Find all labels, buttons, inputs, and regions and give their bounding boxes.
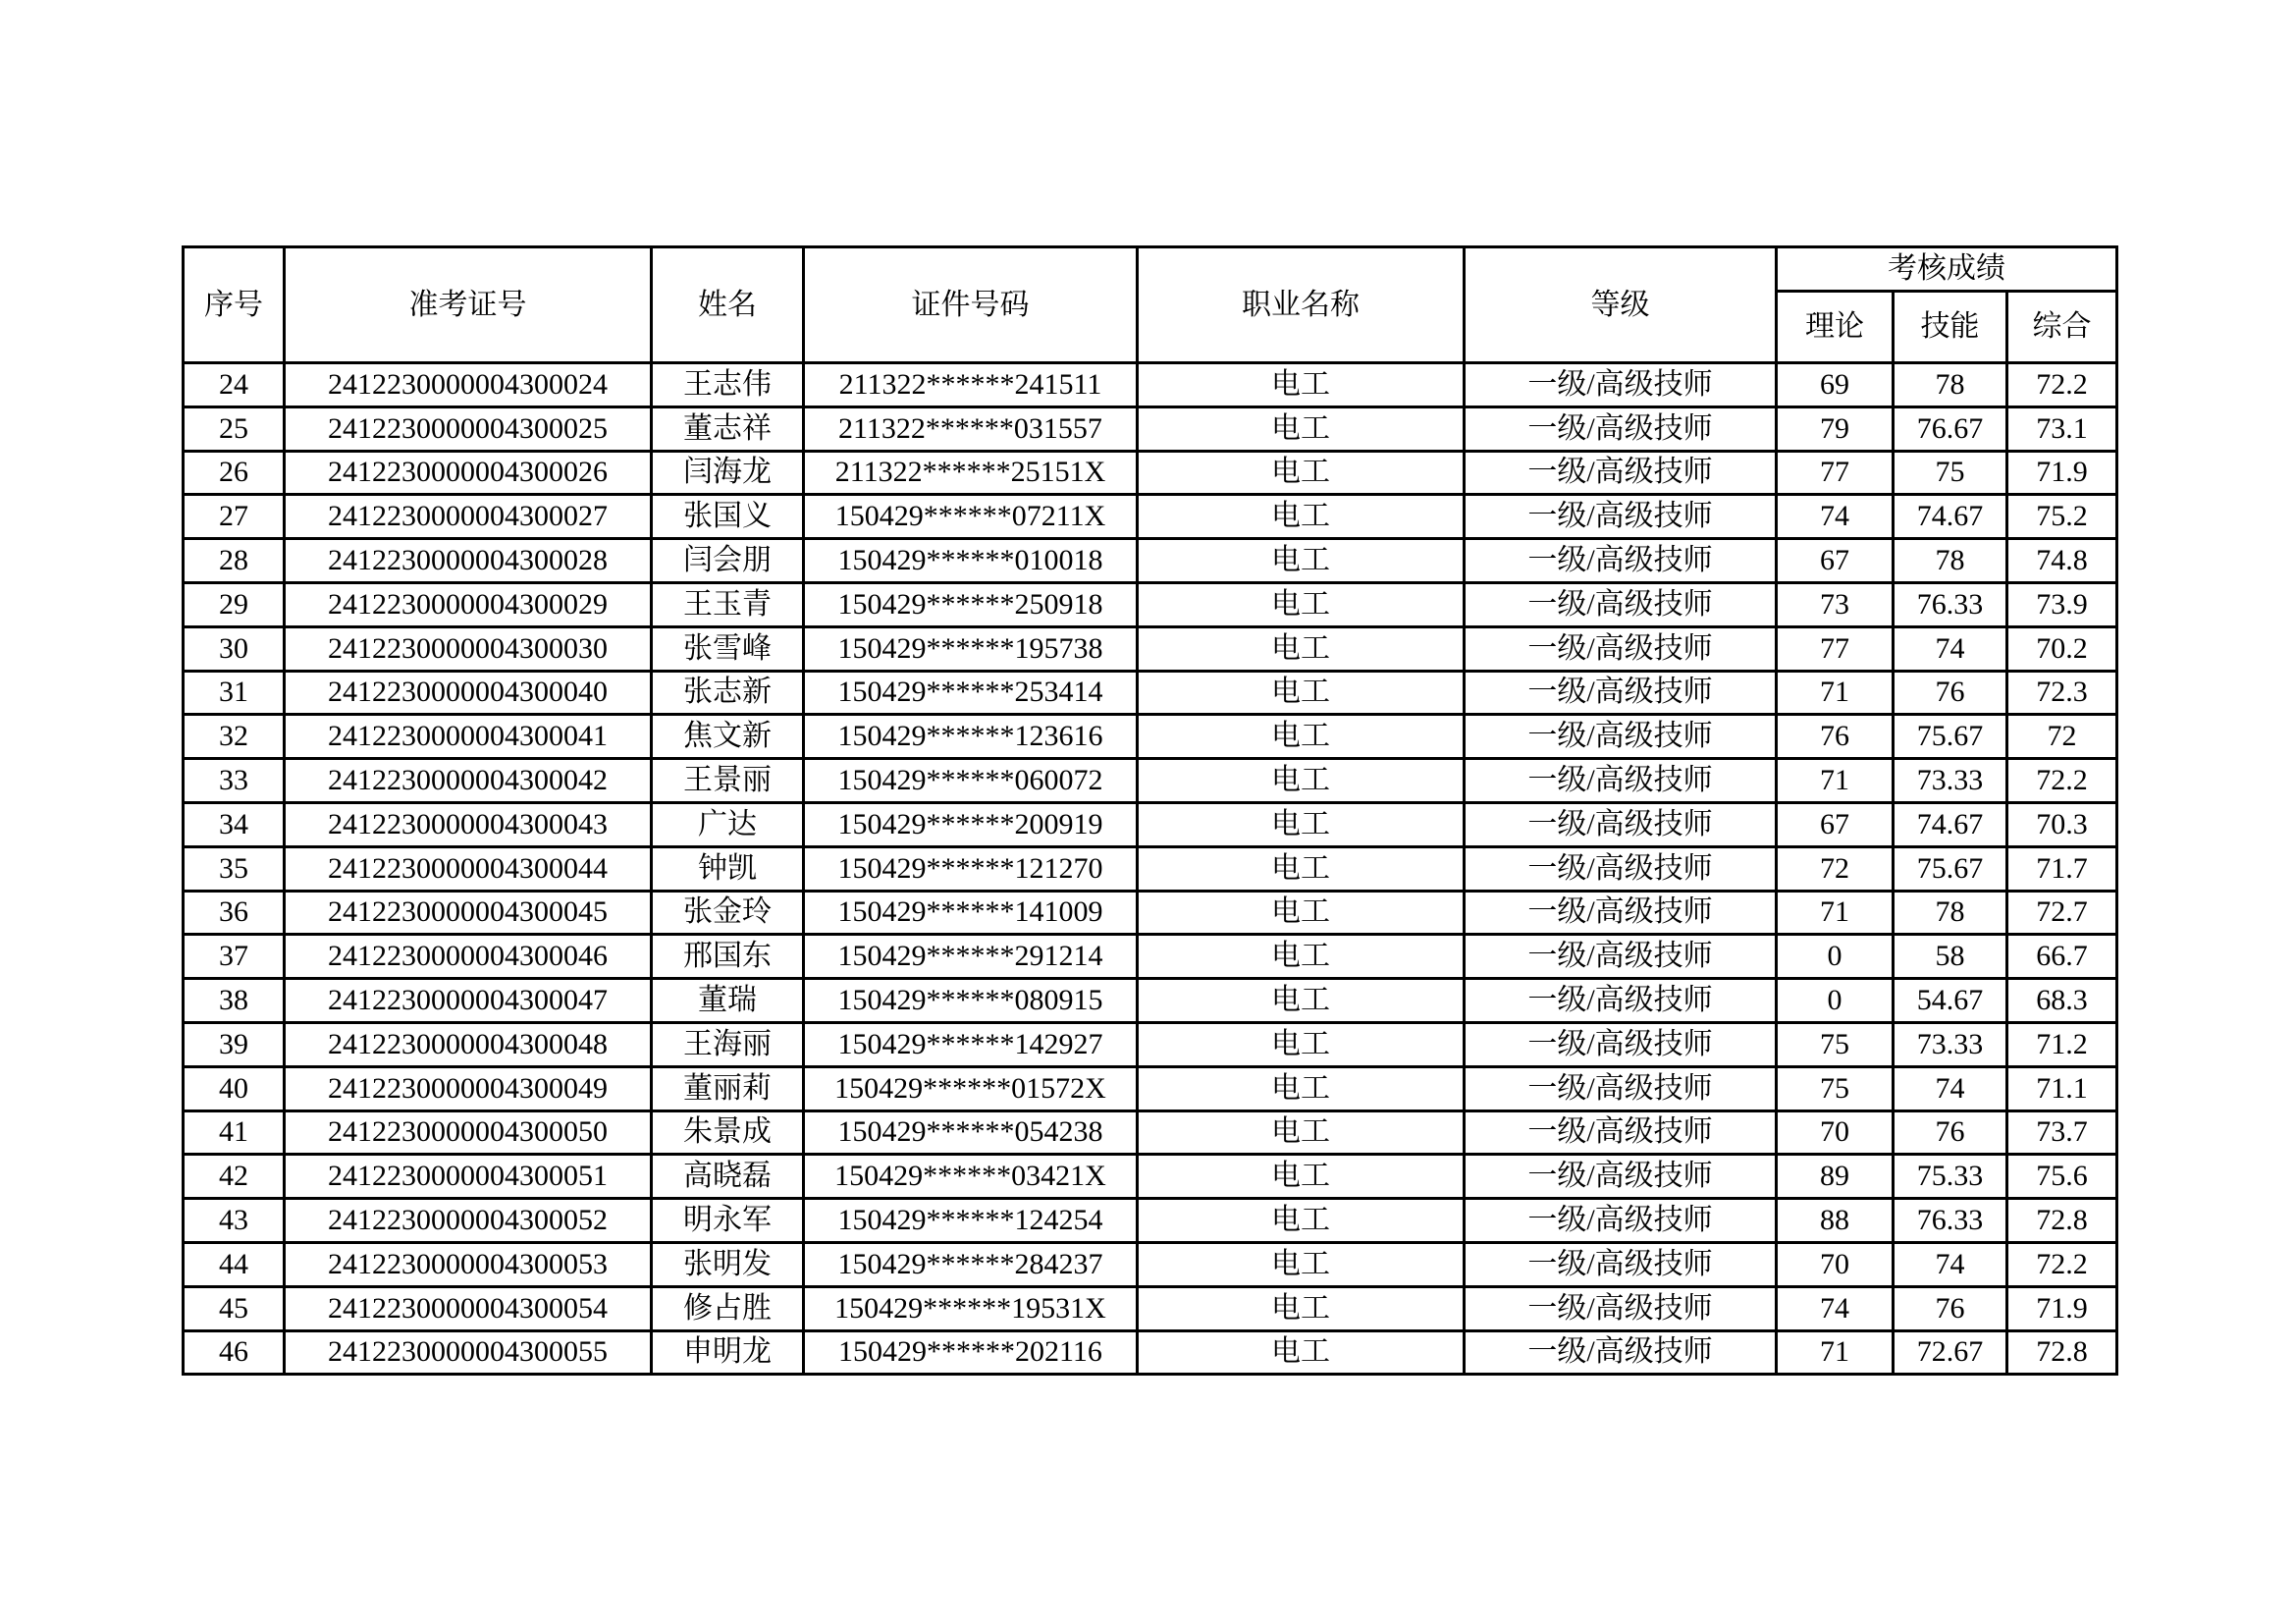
cell-no: 28 xyxy=(184,539,285,583)
cell-no: 35 xyxy=(184,846,285,891)
cell-no: 43 xyxy=(184,1199,285,1243)
cell-id: 150429******284237 xyxy=(804,1242,1138,1286)
header-scores-group: 考核成绩 xyxy=(1777,247,2117,292)
cell-level: 一级/高级技师 xyxy=(1465,715,1777,759)
cell-name: 张志新 xyxy=(652,671,804,715)
cell-no: 30 xyxy=(184,626,285,671)
cell-ticket: 2412230000004300050 xyxy=(285,1110,652,1155)
cell-name: 张金玲 xyxy=(652,891,804,935)
table-row xyxy=(184,1110,2117,1155)
cell-theory: 71 xyxy=(1777,891,1894,935)
cell-no: 34 xyxy=(184,802,285,846)
cell-occupation: 电工 xyxy=(1138,1155,1465,1199)
cell-no: 27 xyxy=(184,495,285,539)
cell-overall: 66.7 xyxy=(2007,935,2117,979)
cell-skill: 58 xyxy=(1894,935,2007,979)
cell-ticket: 2412230000004300030 xyxy=(285,626,652,671)
cell-ticket: 2412230000004300049 xyxy=(285,1066,652,1110)
cell-level: 一级/高级技师 xyxy=(1465,406,1777,451)
cell-theory: 77 xyxy=(1777,451,1894,495)
cell-name: 王志伟 xyxy=(652,363,804,407)
cell-theory: 77 xyxy=(1777,626,1894,671)
cell-id: 150429******142927 xyxy=(804,1022,1138,1066)
cell-occupation: 电工 xyxy=(1138,406,1465,451)
table-row xyxy=(184,715,2117,759)
cell-skill: 76.33 xyxy=(1894,582,2007,626)
table-row xyxy=(184,979,2117,1023)
cell-skill: 74 xyxy=(1894,626,2007,671)
cell-ticket: 2412230000004300045 xyxy=(285,891,652,935)
table-row xyxy=(184,802,2117,846)
cell-id: 150429******054238 xyxy=(804,1110,1138,1155)
cell-skill: 75.67 xyxy=(1894,846,2007,891)
cell-occupation: 电工 xyxy=(1138,935,1465,979)
cell-ticket: 2412230000004300024 xyxy=(285,363,652,407)
cell-theory: 69 xyxy=(1777,363,1894,407)
cell-id: 150429******01572X xyxy=(804,1066,1138,1110)
cell-occupation: 电工 xyxy=(1138,1242,1465,1286)
cell-ticket: 2412230000004300042 xyxy=(285,759,652,803)
cell-theory: 70 xyxy=(1777,1110,1894,1155)
cell-occupation: 电工 xyxy=(1138,1286,1465,1330)
cell-id: 150429******253414 xyxy=(804,671,1138,715)
cell-level: 一级/高级技师 xyxy=(1465,1330,1777,1375)
table-row xyxy=(184,1066,2117,1110)
cell-theory: 67 xyxy=(1777,539,1894,583)
cell-overall: 71.1 xyxy=(2007,1066,2117,1110)
cell-level: 一级/高级技师 xyxy=(1465,671,1777,715)
cell-id: 211322******241511 xyxy=(804,363,1138,407)
cell-level: 一级/高级技师 xyxy=(1465,759,1777,803)
cell-overall: 73.1 xyxy=(2007,406,2117,451)
table-row xyxy=(184,1022,2117,1066)
cell-ticket: 2412230000004300055 xyxy=(285,1330,652,1375)
cell-id: 150429******03421X xyxy=(804,1155,1138,1199)
cell-skill: 76 xyxy=(1894,671,2007,715)
cell-overall: 68.3 xyxy=(2007,979,2117,1023)
cell-name: 张明发 xyxy=(652,1242,804,1286)
cell-occupation: 电工 xyxy=(1138,759,1465,803)
cell-level: 一级/高级技师 xyxy=(1465,451,1777,495)
cell-level: 一级/高级技师 xyxy=(1465,1199,1777,1243)
cell-theory: 73 xyxy=(1777,582,1894,626)
cell-name: 王玉青 xyxy=(652,582,804,626)
cell-name: 朱景成 xyxy=(652,1110,804,1155)
cell-overall: 72.8 xyxy=(2007,1330,2117,1375)
cell-level: 一级/高级技师 xyxy=(1465,582,1777,626)
cell-theory: 79 xyxy=(1777,406,1894,451)
cell-no: 42 xyxy=(184,1155,285,1199)
cell-no: 24 xyxy=(184,363,285,407)
cell-occupation: 电工 xyxy=(1138,1330,1465,1375)
cell-name: 修占胜 xyxy=(652,1286,804,1330)
cell-overall: 70.2 xyxy=(2007,626,2117,671)
cell-level: 一级/高级技师 xyxy=(1465,1242,1777,1286)
cell-id: 150429******291214 xyxy=(804,935,1138,979)
cell-occupation: 电工 xyxy=(1138,626,1465,671)
cell-theory: 67 xyxy=(1777,802,1894,846)
cell-overall: 75.2 xyxy=(2007,495,2117,539)
cell-skill: 76 xyxy=(1894,1286,2007,1330)
cell-ticket: 2412230000004300025 xyxy=(285,406,652,451)
cell-ticket: 2412230000004300040 xyxy=(285,671,652,715)
cell-skill: 73.33 xyxy=(1894,759,2007,803)
cell-theory: 71 xyxy=(1777,759,1894,803)
cell-theory: 71 xyxy=(1777,671,1894,715)
cell-id: 150429******080915 xyxy=(804,979,1138,1023)
cell-no: 40 xyxy=(184,1066,285,1110)
cell-level: 一级/高级技师 xyxy=(1465,626,1777,671)
cell-id: 150429******202116 xyxy=(804,1330,1138,1375)
table-row xyxy=(184,1155,2117,1199)
cell-theory: 72 xyxy=(1777,846,1894,891)
cell-theory: 75 xyxy=(1777,1066,1894,1110)
cell-level: 一级/高级技师 xyxy=(1465,363,1777,407)
cell-name: 董瑞 xyxy=(652,979,804,1023)
cell-name: 广达 xyxy=(652,802,804,846)
cell-ticket: 2412230000004300054 xyxy=(285,1286,652,1330)
cell-id: 150429******195738 xyxy=(804,626,1138,671)
table-header xyxy=(184,247,2117,363)
cell-name: 邢国东 xyxy=(652,935,804,979)
cell-name: 张国义 xyxy=(652,495,804,539)
table-row xyxy=(184,1286,2117,1330)
cell-theory: 75 xyxy=(1777,1022,1894,1066)
cell-overall: 72.2 xyxy=(2007,759,2117,803)
header-overall: 综合 xyxy=(2007,292,2117,363)
cell-skill: 75 xyxy=(1894,451,2007,495)
cell-no: 25 xyxy=(184,406,285,451)
cell-theory: 70 xyxy=(1777,1242,1894,1286)
cell-id: 150429******124254 xyxy=(804,1199,1138,1243)
cell-occupation: 电工 xyxy=(1138,451,1465,495)
header-row-top xyxy=(184,247,2117,292)
cell-skill: 78 xyxy=(1894,363,2007,407)
cell-ticket: 2412230000004300051 xyxy=(285,1155,652,1199)
cell-overall: 71.7 xyxy=(2007,846,2117,891)
cell-skill: 74 xyxy=(1894,1066,2007,1110)
cell-overall: 72.2 xyxy=(2007,363,2117,407)
table-row xyxy=(184,582,2117,626)
cell-ticket: 2412230000004300047 xyxy=(285,979,652,1023)
cell-occupation: 电工 xyxy=(1138,846,1465,891)
cell-occupation: 电工 xyxy=(1138,1066,1465,1110)
table-row xyxy=(184,626,2117,671)
cell-no: 38 xyxy=(184,979,285,1023)
cell-level: 一级/高级技师 xyxy=(1465,1155,1777,1199)
cell-theory: 71 xyxy=(1777,1330,1894,1375)
cell-level: 一级/高级技师 xyxy=(1465,846,1777,891)
cell-theory: 0 xyxy=(1777,979,1894,1023)
cell-id: 150429******141009 xyxy=(804,891,1138,935)
cell-ticket: 2412230000004300052 xyxy=(285,1199,652,1243)
cell-level: 一级/高级技师 xyxy=(1465,1286,1777,1330)
cell-overall: 70.3 xyxy=(2007,802,2117,846)
cell-level: 一级/高级技师 xyxy=(1465,979,1777,1023)
table-body xyxy=(184,363,2117,1375)
cell-level: 一级/高级技师 xyxy=(1465,935,1777,979)
cell-level: 一级/高级技师 xyxy=(1465,802,1777,846)
cell-no: 36 xyxy=(184,891,285,935)
cell-skill: 75.67 xyxy=(1894,715,2007,759)
header-id: 证件号码 xyxy=(804,247,1138,363)
table-row xyxy=(184,891,2117,935)
table-row xyxy=(184,1330,2117,1375)
results-table-sheet xyxy=(182,245,2118,1376)
cell-name: 申明龙 xyxy=(652,1330,804,1375)
cell-no: 37 xyxy=(184,935,285,979)
cell-ticket: 2412230000004300028 xyxy=(285,539,652,583)
cell-occupation: 电工 xyxy=(1138,1199,1465,1243)
cell-no: 31 xyxy=(184,671,285,715)
cell-ticket: 2412230000004300043 xyxy=(285,802,652,846)
cell-level: 一级/高级技师 xyxy=(1465,1022,1777,1066)
cell-overall: 72 xyxy=(2007,715,2117,759)
cell-name: 明永军 xyxy=(652,1199,804,1243)
table-row xyxy=(184,935,2117,979)
cell-id: 150429******250918 xyxy=(804,582,1138,626)
cell-id: 150429******060072 xyxy=(804,759,1138,803)
cell-name: 张雪峰 xyxy=(652,626,804,671)
table-row xyxy=(184,1242,2117,1286)
cell-id: 150429******200919 xyxy=(804,802,1138,846)
cell-overall: 71.2 xyxy=(2007,1022,2117,1066)
cell-no: 41 xyxy=(184,1110,285,1155)
table-row xyxy=(184,671,2117,715)
header-ticket: 准考证号 xyxy=(285,247,652,363)
cell-skill: 54.67 xyxy=(1894,979,2007,1023)
cell-occupation: 电工 xyxy=(1138,891,1465,935)
cell-ticket: 2412230000004300026 xyxy=(285,451,652,495)
header-level: 等级 xyxy=(1465,247,1777,363)
cell-theory: 76 xyxy=(1777,715,1894,759)
cell-skill: 78 xyxy=(1894,891,2007,935)
header-name: 姓名 xyxy=(652,247,804,363)
cell-no: 46 xyxy=(184,1330,285,1375)
cell-id: 150429******123616 xyxy=(804,715,1138,759)
cell-overall: 72.2 xyxy=(2007,1242,2117,1286)
cell-name: 焦文新 xyxy=(652,715,804,759)
cell-name: 钟凯 xyxy=(652,846,804,891)
cell-ticket: 2412230000004300027 xyxy=(285,495,652,539)
cell-no: 45 xyxy=(184,1286,285,1330)
cell-id: 211322******25151X xyxy=(804,451,1138,495)
cell-overall: 71.9 xyxy=(2007,1286,2117,1330)
cell-skill: 73.33 xyxy=(1894,1022,2007,1066)
cell-level: 一级/高级技师 xyxy=(1465,1066,1777,1110)
table-row xyxy=(184,539,2117,583)
cell-no: 44 xyxy=(184,1242,285,1286)
cell-name: 闫会朋 xyxy=(652,539,804,583)
cell-ticket: 2412230000004300041 xyxy=(285,715,652,759)
cell-occupation: 电工 xyxy=(1138,363,1465,407)
table-row xyxy=(184,363,2117,407)
cell-overall: 74.8 xyxy=(2007,539,2117,583)
cell-id: 150429******07211X xyxy=(804,495,1138,539)
cell-skill: 74.67 xyxy=(1894,495,2007,539)
table-row xyxy=(184,846,2117,891)
cell-name: 董志祥 xyxy=(652,406,804,451)
cell-no: 26 xyxy=(184,451,285,495)
table-row xyxy=(184,406,2117,451)
cell-occupation: 电工 xyxy=(1138,539,1465,583)
cell-ticket: 2412230000004300029 xyxy=(285,582,652,626)
cell-overall: 72.7 xyxy=(2007,891,2117,935)
cell-name: 董丽莉 xyxy=(652,1066,804,1110)
cell-occupation: 电工 xyxy=(1138,1110,1465,1155)
cell-skill: 72.67 xyxy=(1894,1330,2007,1375)
cell-occupation: 电工 xyxy=(1138,582,1465,626)
header-theory: 理论 xyxy=(1777,292,1894,363)
cell-overall: 72.3 xyxy=(2007,671,2117,715)
cell-no: 29 xyxy=(184,582,285,626)
cell-name: 高晓磊 xyxy=(652,1155,804,1199)
cell-skill: 76.67 xyxy=(1894,406,2007,451)
cell-skill: 76.33 xyxy=(1894,1199,2007,1243)
cell-theory: 89 xyxy=(1777,1155,1894,1199)
cell-overall: 71.9 xyxy=(2007,451,2117,495)
cell-overall: 72.8 xyxy=(2007,1199,2117,1243)
exam-results-table xyxy=(182,245,2118,1376)
cell-ticket: 2412230000004300044 xyxy=(285,846,652,891)
cell-occupation: 电工 xyxy=(1138,802,1465,846)
header-occupation: 职业名称 xyxy=(1138,247,1465,363)
cell-overall: 73.7 xyxy=(2007,1110,2117,1155)
cell-level: 一级/高级技师 xyxy=(1465,891,1777,935)
cell-no: 32 xyxy=(184,715,285,759)
cell-id: 150429******19531X xyxy=(804,1286,1138,1330)
cell-skill: 74 xyxy=(1894,1242,2007,1286)
cell-level: 一级/高级技师 xyxy=(1465,539,1777,583)
cell-occupation: 电工 xyxy=(1138,715,1465,759)
cell-skill: 75.33 xyxy=(1894,1155,2007,1199)
table-row xyxy=(184,1199,2117,1243)
header-skill: 技能 xyxy=(1894,292,2007,363)
cell-theory: 88 xyxy=(1777,1199,1894,1243)
cell-id: 150429******010018 xyxy=(804,539,1138,583)
cell-level: 一级/高级技师 xyxy=(1465,1110,1777,1155)
cell-occupation: 电工 xyxy=(1138,495,1465,539)
cell-theory: 74 xyxy=(1777,1286,1894,1330)
table-row xyxy=(184,495,2117,539)
cell-theory: 0 xyxy=(1777,935,1894,979)
cell-theory: 74 xyxy=(1777,495,1894,539)
table-row xyxy=(184,451,2117,495)
cell-name: 闫海龙 xyxy=(652,451,804,495)
cell-id: 150429******121270 xyxy=(804,846,1138,891)
cell-skill: 74.67 xyxy=(1894,802,2007,846)
cell-overall: 73.9 xyxy=(2007,582,2117,626)
cell-name: 王景丽 xyxy=(652,759,804,803)
cell-ticket: 2412230000004300053 xyxy=(285,1242,652,1286)
cell-no: 39 xyxy=(184,1022,285,1066)
cell-ticket: 2412230000004300048 xyxy=(285,1022,652,1066)
cell-no: 33 xyxy=(184,759,285,803)
table-row xyxy=(184,759,2117,803)
cell-overall: 75.6 xyxy=(2007,1155,2117,1199)
header-no: 序号 xyxy=(184,247,285,363)
cell-id: 211322******031557 xyxy=(804,406,1138,451)
cell-occupation: 电工 xyxy=(1138,979,1465,1023)
cell-occupation: 电工 xyxy=(1138,1022,1465,1066)
cell-skill: 76 xyxy=(1894,1110,2007,1155)
cell-name: 王海丽 xyxy=(652,1022,804,1066)
cell-occupation: 电工 xyxy=(1138,671,1465,715)
cell-level: 一级/高级技师 xyxy=(1465,495,1777,539)
cell-ticket: 2412230000004300046 xyxy=(285,935,652,979)
cell-skill: 78 xyxy=(1894,539,2007,583)
